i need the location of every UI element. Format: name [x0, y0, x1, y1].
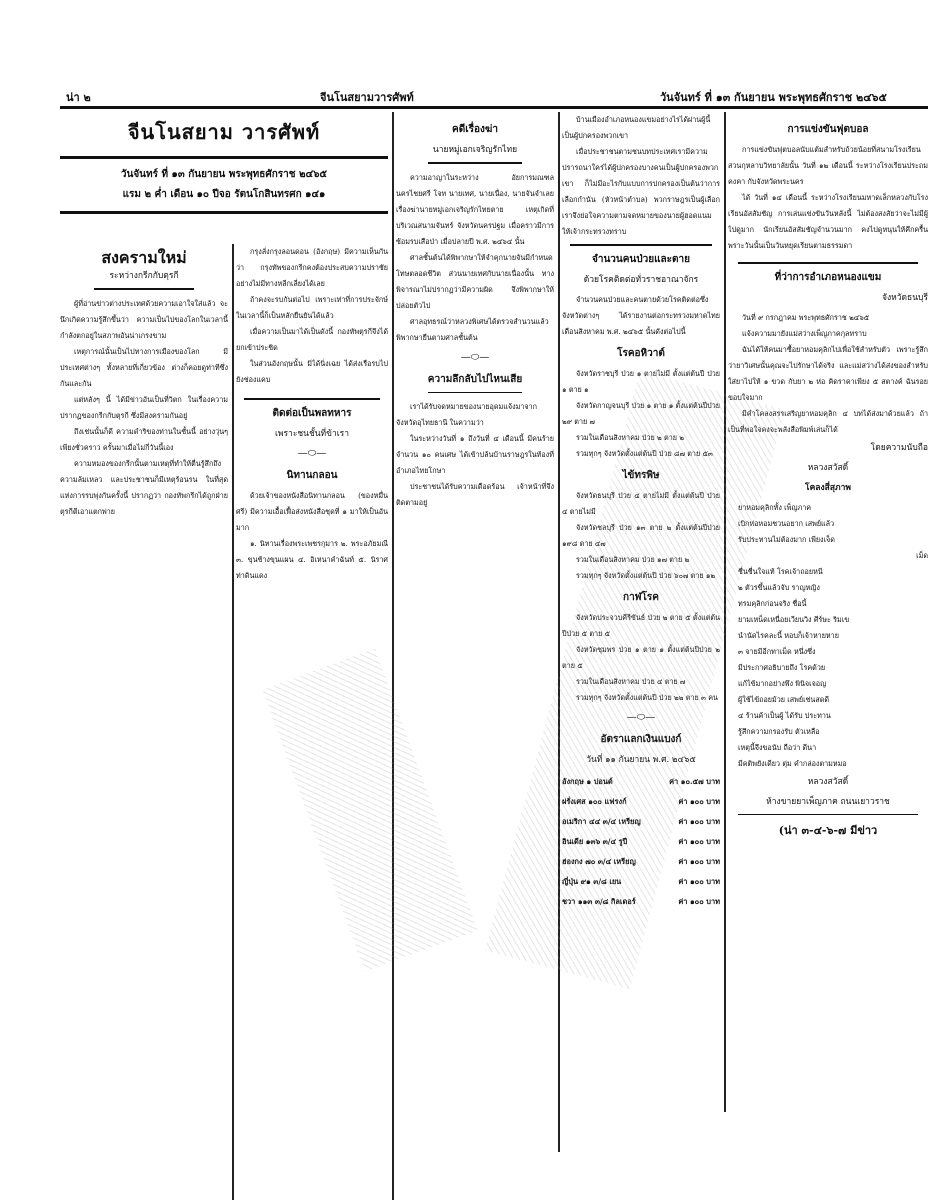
paragraph: ๑. นิทานเรื่องพระเพชรกุมาร ๒. พระอภัยมณี ๓. ขุนช้างขุนแผน ๔. อิเหนาคำฉันท์ ๕. นิราศท่าดินแดง: [236, 538, 388, 580]
paragraph: แจ้งความมายังแม่สว่างเพ็ญภาคกุลทราบ: [742, 328, 867, 338]
table-row: [562, 772, 720, 792]
paragraph: จำนวนคนป่วยและคนตายด้วยโรคติดต่อซึ่งจังหวัดต่างๆ ได้รายงานต่อกระทรวงมหาดไทย เดือนสิงหาคม พ.ศ. ๒๔๖๕ นั้นดังต่อไปนี้: [562, 294, 720, 336]
subheadline: ระหว่างกรีกกับตุรกี: [109, 271, 179, 281]
running-date: วันจันทร์ ที่ ๑๓ กันยายน พระพุทธศักราช ๒๔๖๕: [660, 91, 887, 104]
poem-line: แก้ไข้มากอย่างพึง พินิจเจอญ: [738, 678, 827, 688]
rate: ค่า ๑๐๐ บาท: [678, 856, 720, 866]
rate: ค่า ๑๐๐ บาท: [678, 816, 720, 826]
article-epidemic: [562, 112, 720, 1152]
poem-line: มีคติพยังเดียว ตุ่ม คำกล่องตามหมอ: [738, 758, 847, 768]
paragraph: ผู้ที่อ่านข่าวต่างประเทศด้วยความเอาใจใส่แล้ว จะนึกเกิดความรู้สึกขึ้นว่า ความเป็นไปของโลกในเวลานี้ กำลังตกอยู่ในสภาพอันน่าเกรงขาม: [60, 298, 228, 340]
ornament-divider: —⬭—: [626, 711, 656, 723]
running-head: [60, 88, 928, 104]
masthead-rule-bottom: [60, 211, 388, 214]
paragraph: ความหมองของกรีกนั้นตามเหตุที่ทำให้ตื่นรู้สึกถึงความล้มเหลว และประชาชนก็มีเหตุร้อนรน ในที่สุดแห่งการรบพุ่งกันครั้งนี้ ปรากฏว่า กองทัพกรีกได้ถูกฝ่ายตุรกีตีเอาแตกพ่าย: [60, 458, 228, 516]
rate: ค่า ๑๐๐ บาท: [678, 876, 720, 886]
poem-line: ยาหอมคุลิกทั้ง เพ็ญภาค: [738, 502, 812, 512]
poem-line: เม็ด: [916, 550, 928, 560]
currency: อังกฤษ ๑ ปอนด์: [562, 776, 613, 786]
newspaper-page: [60, 0, 928, 1200]
headline: จำนวนคนป่วยและตาย: [591, 253, 691, 265]
paragraph: กรุงลั่งกรุงลอนดอน (อังกฤษ) มีความเห็นกันว่า กรุงทัพของกรีกคงต้องประสบความปราชัยอย่างไม่มีทางหลีกเลี่ยงได้เลย: [236, 247, 388, 288]
paragraph: ด้วยเจ้าของหนังสือนิทานกลอน (ของหมื่นศรี) มีความเอื้อเฟื้อส่งหนังสือชุดที่ ๑ มาให้เป็นอันมาก: [236, 490, 388, 532]
exchange-table: [562, 772, 720, 912]
paragraph: ได้ วันที่ ๑๔ เดือนนี้ ระหว่างโรงเรียนมหาดเล็กหลวงกับโรงเรียนอัสสัมชัญ การเล่นแข่งขันวันหลังนี้ ไม่ต้องสงสัยว่าจะไม่มีผู้ไปดูมาก นักเรียนอัสสัมชัญจำนวนมาก คงไปดูหนุนให้คึกครื้น พราะวันนั้นเป็นวันหยุดเรียนตามธรรมดา: [728, 193, 928, 250]
headline: ที่ว่าการอำเภอหนองแขม: [774, 271, 882, 283]
paragraph: เมื่อความเป็นมาได้เป็นดังนี้ กองทัพตุรกีจึงได้ยกเข้าประชิด: [236, 327, 388, 352]
stat-line: จังหวัดกาญจนบุรี ป่วย ๑ ตาย ๑ ตั้งแต่ต้นปีป่วย ๒๙ ตาย ๗: [562, 400, 720, 426]
poem: [728, 500, 928, 772]
running-paper-name: จีนโนสยามวารศัพท์: [320, 91, 414, 104]
headline: สงครามใหม่: [101, 248, 187, 267]
poem-line: ๓ จายมีอีกทาเม็ด หนึ่งซึ่ง: [738, 646, 816, 656]
poem-line: เหตุนี้จึงขอนับ ถือว่า ดีนา: [738, 742, 817, 752]
section-heading: ไข้ทรพิษ: [622, 469, 660, 481]
stat-line: รวมทุกๆ จังหวัดตั้งแต่ต้นปี ป่วย ๖๐๗ ตาย ๑๒: [576, 570, 716, 580]
poem-line: ยามเหน็ดเหนื่อยเวียนวิง ศีร์ษะ ริมเข: [738, 614, 850, 624]
stat-line: รวมในเดือนสิงหาคม ป่วย ๒ ตาย ๒: [576, 432, 684, 442]
divider: [94, 288, 195, 290]
stat-line: รวมในเดือนสิงหาคม ป่วย ๑๗ ตาย ๒: [576, 554, 690, 564]
poem-line: รู้สึกความกรองรับ ตัวเหลือ: [738, 726, 820, 736]
article-murder-case: [396, 112, 554, 1200]
subheadline: นายหมู่เอกเจริญรักไทย: [432, 145, 518, 155]
paragraph: แต่หลังๆ นี้ ได้มีข่าวอันเป็นที่วิตก ในเรื่องความปรากฏของกรีกกับตุรกี ซึ่งมีสงครามกันอยู่: [60, 394, 228, 420]
page-number: น่า ๒: [66, 91, 91, 104]
divider: [738, 814, 918, 816]
paragraph: ถ้าคงจะรบกันต่อไป เพราะเท่าที่การประจักษ์ในเวลานี้ก็เป็นหลักยืนยันได้แล้ว: [236, 295, 388, 320]
poem-line: ผู้ใช้ไข้ถอยม้วย เสพย์เช่นสดดี: [738, 694, 830, 704]
paragraph: ในส่วนอังกฤษนั้น มิได้นิ่งเฉย ได้ส่งเรือรบไปยังช่องแคบ: [236, 359, 388, 384]
rate: ค่า ๑๐๐ บาท: [678, 796, 720, 806]
poem-title: โคลงสี่สุภาพ: [805, 482, 851, 493]
section-heading: โรคอหิวาต์: [617, 347, 665, 359]
paragraph: ศาลอุทธรณ์ว่าหลวงพิเศษได้ตรวจสำนวนแล้วพิพากษายืนตามศาลชั้นต้น: [396, 316, 549, 342]
table-row: [562, 892, 720, 912]
column-rule: [558, 112, 560, 1152]
poem-line: มีประกาศอธิบายถึง โรคด้วย: [738, 662, 826, 672]
currency: ฮ่องกง ๗๐ ๓/๔ เหรียญ: [562, 856, 636, 866]
poem-line: นำนัดไรคละนี้ หอบก็เจ้าหายหาย: [738, 630, 839, 640]
signature: โดยความนับถือ: [870, 442, 928, 453]
paragraph: ความอาญาในระหว่าง อัยการมณฑลนครไชยศรี โจท นายเทศ, นายเนื่อง, นายจันจำเลย เรื่องฆ่านายหมู่เอกเจริญรักไทยตาย เหตุเกิดที่บริเวณสนามจันทร์ จังหวัดนครปฐม เมื่อคราวมีการซ้อมรบเสือป่า เมื่อปลายปี พ.ศ. ๒๔๖๔ นั้น: [396, 172, 554, 246]
article-football-and-advert: [728, 112, 928, 1200]
currency: อินเดีย ๑๓๖ ๓/๔ รูปี: [562, 836, 628, 846]
stat-line: จังหวัดชลบุรี ป่วย ๑๓ ตาย ๒ ตั้งแต่ต้นปีป่วย ๑๙๘ ตาย ๔๗: [562, 522, 720, 548]
headline: นิทานกลอน: [286, 469, 338, 481]
paragraph: ในระหว่างวันที่ ๑ ถึงวันที่ ๔ เดือนนี้ มีคนร้ายจำนวน ๑๐ คนเศษ ได้เข้าปล้นบ้านราษฎรในท้องที่อำเภอไทยโกษา: [396, 434, 554, 475]
rate: ค่า ๑๐.๕๗ บาท: [669, 776, 720, 786]
paragraph: ประชาชนได้รับความเดือดร้อน เจ้าหน้าที่จึงติดตามอยู่: [396, 482, 554, 507]
headline: อัตราแลกเงินแบงก์: [600, 733, 682, 745]
paragraph: มีคำโคลงสรรเสริญยาหอมคุลิก ๔ บทได้ส่งมาด้วยแล้ว ถ้าเป็นที่พอใจคงจะพลังสือพิมพ์เล่นก็ได้: [728, 408, 928, 434]
poem-line: รับประทานไม่ต้องมาก เพียงเจ็ด: [738, 534, 835, 544]
poem-line: ๒ ตัวรขึ้นแล้วจับ ราญหญิง: [738, 582, 820, 592]
divider: [428, 392, 523, 394]
ornament-divider: —⬭—: [460, 351, 490, 363]
column-rule: [724, 112, 726, 1112]
rate: ค่า ๑๐๐ บาท: [678, 836, 720, 846]
currency: อเมริกา ๔๔ ๓/๔ เหรียญ: [562, 816, 641, 826]
stat-line: จังหวัดชุมพร ป่วย ๑ ตาย ๑ ตั้งแต่ต้นปีป่วย ๒ ตาย ๕: [562, 644, 720, 670]
column-rule: [232, 244, 234, 1200]
headline: ความลึกลับไปไหนเสีย: [427, 373, 523, 385]
signature: หลวงสวัสดิ์: [807, 462, 849, 473]
masthead-rule: [60, 156, 388, 159]
column-rule: [392, 112, 394, 1200]
exchange-date: วันที่ ๑๑ กันยายน พ.ศ. ๒๔๖๕: [586, 754, 696, 765]
shop-line: ห้างขายยาเพ็ญภาค ถนนเยาวราช: [766, 796, 890, 807]
section-heading: กาฬโรค: [623, 591, 659, 603]
stat-line: รวมทุกๆ จังหวัดตั้งแต่ต้นปี ป่วย ๘๗ ตาย ๕๓: [576, 448, 713, 458]
masthead-title: จีนโนสยาม วารศัพท์: [127, 120, 321, 144]
currency: ญี่ปุ่น ๙๑ ๓/๘ เยน: [562, 876, 622, 886]
divider: [738, 262, 918, 264]
divider: [570, 244, 712, 246]
masthead-lunar-date: แรม ๒ ค่ำ เดือน ๑๐ ปีจอ รัตนโกสินทรศก ๑๔๑: [122, 189, 326, 200]
paragraph: บ้านเมืองอำเภอหนองแขมอย่างไรได้ผ่านผู้นี้ เป็นผู้ปกครองพวกเขา: [562, 115, 711, 140]
stat-line: รวมทุกๆ จังหวัดตั้งแต่ต้นปี ป่วย ๒๒ ตาย ๓ คน: [576, 692, 718, 702]
headline: ติดต่อเป็นพลทหาร: [272, 407, 352, 419]
headline: คดีเรื่องฆ่า: [452, 124, 498, 135]
letter-date: วันที่ ๙ กรกฎาคม พระพุทธศักราช ๒๔๖๕: [742, 312, 870, 322]
currency: ชวา ๑๑๓ ๓/๘ กิลเดอร์: [562, 896, 636, 906]
table-row: [562, 792, 720, 812]
table-row: [562, 852, 720, 872]
paragraph: ศาลชั้นต้นได้พิพากษาให้จำคุกนายจันมีกำหนดโทษตลอดชีวิต ส่วนนายเทศกับนายเนื่องนั้น ทางพิจารณาไม่ปรากฏว่ามีความผิด จึงพิพากษาให้ปล่อยตัวไป: [396, 252, 554, 310]
paragraph: ฉันได้ให้คนมาซื้อยาหอมคุลิกไปเพื่อใช้สำหรับตัว เพราะรู้สึกว่ายาวิเศษนั้นคุณจะไปรักษาได้จริง และแม่สว่างได้ส่งของสำหรับใส่ยาไปให้ ๑ ขวด กับยา ๒ ห่อ คิดราคาเพียง ๕ สตางค์ ฉันรอยขอบใจมาก: [728, 344, 928, 402]
paragraph: ถึงเช่นนั้นก็ดี ความดำริของท่านในชั้นนี้ อย่างวุ่นๆ เพียงชั่วคราว ครั้นมาเมื่อไม่กี่วันนี้เอง: [60, 426, 228, 452]
divider: [428, 162, 523, 164]
continued-note: (น่า ๓-๔-๖-๗ มีข่าว: [778, 824, 878, 837]
divider: [244, 398, 381, 400]
table-row: [562, 832, 720, 852]
paragraph: เราได้รับจดหมายของนายอุดมแจ้งมาจากจังหวัดอุไทยธานี ในความว่า: [396, 402, 538, 427]
subheadline: เพราะชนชั้นที่ข้าเรา: [274, 428, 349, 439]
currency: ฝรั่งเศส ๑๐๐ แฟรงก์: [562, 796, 627, 806]
closing-signature: หลวงสวัสดิ์: [807, 776, 849, 787]
stat-line: จังหวัดประจวบคีรีขันธ์ ป่วย ๒ ตาย ๕ ตั้งแต่ต้นปีป่วย ๕ ตาย ๕: [562, 612, 720, 638]
article-new-war-continued: [236, 244, 388, 1200]
paragraph: การแข่งขันฟุตบอลนับแต้มสำหรับถ้วยน้อยที่สนามโรงเรียนสวนกุหลาบวิทยาลัยนั้น วันที่ ๑๒ เดือนนี้ ระหว่างโรงเรียนประถมคงคา กับจังหวัดพระนคร: [728, 145, 928, 186]
table-row: [562, 812, 720, 832]
top-rule: [60, 106, 928, 109]
masthead-date: วันจันทร์ ที่ ๑๓ กันยายน พระพุทธศักราช ๒๔๖๕: [120, 169, 328, 180]
poem-line: ทรมคุลิกก่อนจริง ชื่อนี้: [738, 598, 807, 608]
rate: ค่า ๑๐๐ บาท: [678, 896, 720, 906]
paragraph: เหตุการณ์นั้นเป็นไปทางการเมืองของโลก มีประเทศต่างๆ ทั้งหลายที่เกี่ยวข้อง ต่างก็คอยดูท่าทีซึ่งกันและกัน: [60, 346, 228, 388]
stat-line: จังหวัดราชบุรี ป่วย ๑ ตายไม่มี ตั้งแต่ต้นปี ป่วย ๑ ตาย ๑: [562, 368, 720, 394]
paragraph: เมื่อประชาชนตามชนบทประเทศเรามีความปรารถนาใคร่ได้ผู้ปกครองบางคนเป็นผู้ปกครองพวกเขา ก็ไม่มีอะไรกับแบบการปกครองเป็นต้นว่าการเลือกกำนัน (หัวหน้าตำบล) พวกราษฎรเป็นผู้เลือก เราจึงย่อใจความตามจดหมายของนายผู้ฮอดแนม ให้เจ้ากระทรวงทราบ: [562, 147, 720, 236]
table-row: [562, 872, 720, 892]
poem-line: ๔ ร้านค้าเป็นผู้ ได้รับ ประทาน: [738, 710, 831, 720]
place: จังหวัดธนบุรี: [882, 292, 928, 303]
poem-line: เบิกห่อหอมชวนอยาก เสพย์แล้ว: [738, 518, 835, 528]
subheadline: ด้วยโรคติดต่อทั่วราชอาณาจักร: [583, 274, 699, 285]
masthead: [60, 112, 388, 214]
stat-line: รวมในเดือนสิงหาคม ป่วย ๔ ตาย ๗: [576, 676, 686, 686]
article-new-war: [60, 244, 228, 1200]
headline: การแข่งขันฟุตบอล: [787, 124, 869, 135]
stat-line: จังหวัดธนบุรี ป่วย ๔ ตายไม่มี ตั้งแต่ต้นปี ป่วย ๔ ตายไม่มี: [562, 490, 720, 516]
poem-line: ชื่นชื่นใจแท้ โรคเจ้าถอยหนี: [738, 566, 823, 576]
ornament-divider: —⬭—: [297, 447, 327, 459]
